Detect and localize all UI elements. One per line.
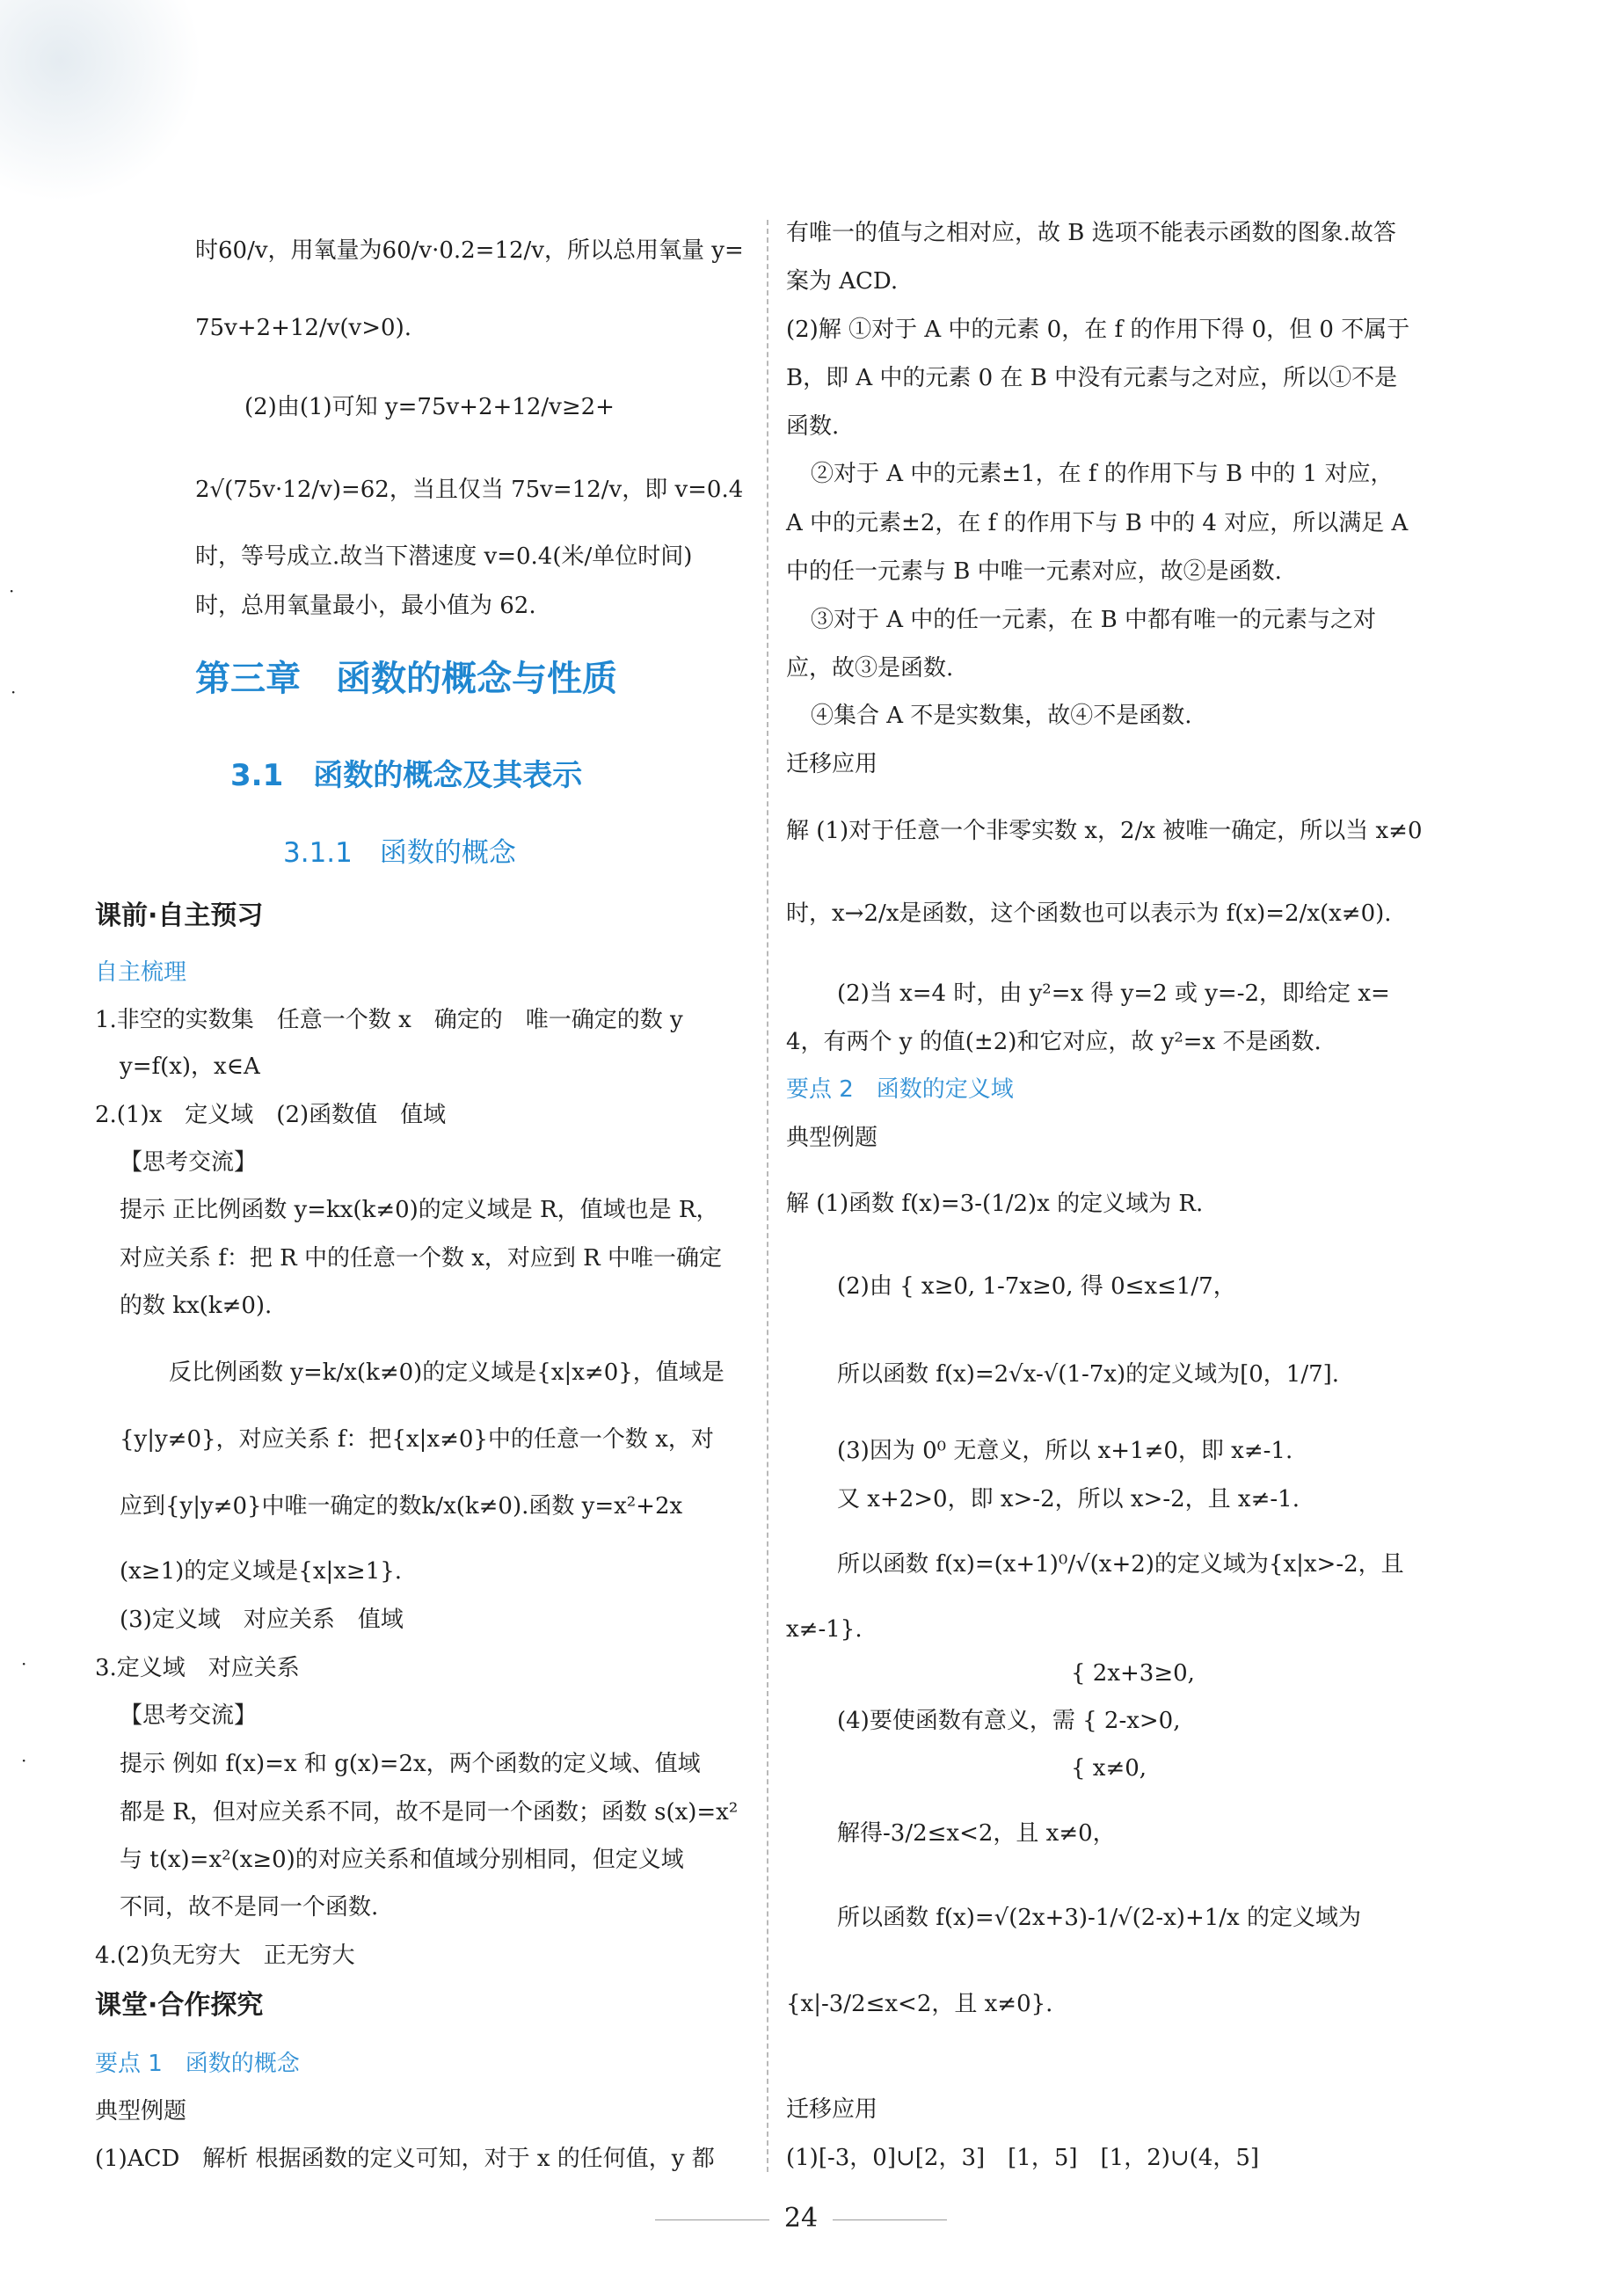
scan-shadow — [0, 0, 202, 202]
left-line: 3.1 函数的概念及其表示 — [230, 758, 583, 793]
left-line: 典型例题 — [95, 2098, 187, 2125]
right-line: 案为 ACD. — [786, 268, 899, 295]
page-number-rule-right — [833, 2219, 947, 2220]
right-line: A 中的元素±2，在 f 的作用下与 B 中的 4 对应，所以满足 A — [786, 510, 1409, 536]
margin-mark: · — [9, 580, 15, 601]
right-line: ④集合 A 不是实数集，故④不是函数. — [811, 703, 1192, 729]
left-line: {y|y≠0}，对应关系 f：把{x|x≠0}中的任意一个数 x，对 — [120, 1426, 714, 1453]
left-line: 第三章 函数的概念与性质 — [195, 659, 617, 699]
left-line: 反比例函数 y=k/x(k≠0)的定义域是{x|x≠0}，值域是 — [169, 1359, 725, 1386]
left-line: 时，总用氧量最小，最小值为 62. — [195, 593, 536, 619]
left-line: 提示 例如 f(x)=x 和 g(x)=2x，两个函数的定义域、值域 — [120, 1751, 701, 1777]
right-line: 解 (1)函数 f(x)=3-(1/2)x 的定义域为 R. — [786, 1191, 1204, 1217]
right-line: 应，故③是函数. — [786, 655, 954, 682]
left-line: 1.非空的实数集 任意一个数 x 确定的 唯一确定的数 y — [95, 1007, 683, 1033]
right-line: (4)要使函数有意义，需 { 2-x>0, — [837, 1708, 1181, 1734]
left-line: 要点 1 函数的概念 — [95, 2051, 300, 2077]
left-line: 2.(1)x 定义域 (2)函数值 值域 — [95, 1102, 447, 1128]
right-line: 时，x→2/x是函数，这个函数也可以表示为 f(x)=2/x(x≠0). — [786, 900, 1392, 927]
left-line: y=f(x)，x∈A — [120, 1053, 260, 1080]
right-line: (2)解 ①对于 A 中的元素 0，在 f 的作用下得 0，但 0 不属于 — [786, 317, 1410, 343]
right-line: 典型例题 — [786, 1125, 878, 1151]
right-line: 有唯一的值与之相对应，故 B 选项不能表示函数的图象.故答 — [786, 220, 1396, 246]
right-line: 中的任一元素与 B 中唯一元素对应，故②是函数. — [786, 558, 1282, 585]
left-line: 时，等号成立.故当下潜速度 v=0.4(米/单位时间) — [195, 543, 693, 570]
left-line: 课堂·合作探究 — [95, 1990, 264, 2021]
right-line: 所以函数 f(x)=(x+1)⁰/√(x+2)的定义域为{x|x>-2，且 — [837, 1551, 1404, 1578]
right-line: { x≠0, — [1071, 1755, 1147, 1782]
left-line: 75v+2+12/v(v>0). — [195, 315, 411, 341]
right-line: 解 (1)对于任意一个非零实数 x，2/x 被唯一确定，所以当 x≠0 — [786, 818, 1423, 844]
left-line: 对应关系 f：把 R 中的任意一个数 x，对应到 R 中唯一确定 — [120, 1245, 723, 1272]
right-line: 所以函数 f(x)=√(2x+3)-1/√(2-x)+1/x 的定义域为 — [837, 1905, 1361, 1931]
left-line: 【思考交流】 — [120, 1149, 258, 1176]
right-line: 所以函数 f(x)=2√x-√(1-7x)的定义域为[0，1/7]. — [837, 1361, 1340, 1388]
column-divider — [767, 220, 768, 2172]
right-line: 函数. — [786, 413, 840, 440]
right-line: ③对于 A 中的任一元素，在 B 中都有唯一的元素与之对 — [811, 607, 1376, 633]
left-line: 4.(2)负无穷大 正无穷大 — [95, 1942, 355, 1969]
right-line: B，即 A 中的元素 0 在 B 中没有元素与之对应，所以①不是 — [786, 365, 1398, 391]
right-line: (3)因为 0⁰ 无意义，所以 x+1≠0，即 x≠-1. — [837, 1438, 1293, 1464]
left-line: 【思考交流】 — [120, 1702, 258, 1729]
left-line: 课前·自主预习 — [95, 900, 264, 931]
right-line: (2)由 { x≥0, 1-7x≥0, 得 0≤x≤1/7， — [837, 1273, 1236, 1300]
right-line: (1)[-3，0]∪[2，3] [1，5] [1，2)∪(4，5] — [786, 2145, 1260, 2171]
left-line: 不同，故不是同一个函数. — [120, 1894, 379, 1921]
right-line: 要点 2 函数的定义域 — [786, 1076, 1014, 1103]
right-line: {x|-3/2≤x<2，且 x≠0}. — [786, 1991, 1053, 2017]
left-line: (3)定义域 对应关系 值域 — [120, 1607, 404, 1633]
left-line: 自主梳理 — [95, 959, 187, 986]
left-line: 2√(75v·12/v)=62，当且仅当 75v=12/v，即 v=0.4 — [195, 477, 744, 503]
left-line: 时60/v，用氧量为60/v·0.2=12/v，所以总用氧量 y= — [195, 237, 744, 264]
right-line: (2)当 x=4 时，由 y²=x 得 y=2 或 y=-2，即给定 x= — [837, 980, 1390, 1007]
left-line: 应到{y|y≠0}中唯一确定的数k/x(k≠0).函数 y=x²+2x — [120, 1493, 683, 1520]
left-line: 都是 R，但对应关系不同，故不是同一个函数；函数 s(x)=x² — [120, 1799, 739, 1826]
left-line: (1)ACD 解析 根据函数的定义可知，对于 x 的任何值，y 都 — [95, 2146, 715, 2172]
left-line: 与 t(x)=x²(x≥0)的对应关系和值域分别相同，但定义域 — [120, 1847, 684, 1873]
left-line: 3.1.1 函数的概念 — [283, 837, 516, 869]
page-number: 24 — [783, 2203, 819, 2234]
right-line: 迁移应用 — [786, 2096, 878, 2123]
margin-mark: · — [21, 1750, 27, 1771]
left-line: 3.定义域 对应关系 — [95, 1655, 300, 1681]
left-line: (2)由(1)可知 y=75v+2+12/v≥2+ — [244, 394, 615, 420]
left-line: (x≥1)的定义域是{x|x≥1}. — [120, 1558, 403, 1585]
right-line: ②对于 A 中的元素±1，在 f 的作用下与 B 中的 1 对应， — [811, 461, 1394, 487]
right-line: 迁移应用 — [786, 751, 878, 777]
margin-mark: · — [11, 682, 17, 703]
right-line: x≠-1}. — [786, 1616, 863, 1643]
left-line: 提示 正比例函数 y=kx(k≠0)的定义域是 R，值域也是 R， — [120, 1197, 719, 1223]
margin-mark: · — [21, 1653, 27, 1674]
right-line: 解得-3/2≤x<2，且 x≠0， — [837, 1820, 1116, 1847]
right-line: { 2x+3≥0, — [1071, 1660, 1195, 1687]
right-line: 4，有两个 y 的值(±2)和它对应，故 y²=x 不是函数. — [786, 1029, 1322, 1055]
left-line: 的数 kx(k≠0). — [120, 1293, 273, 1319]
right-line: 又 x+2>0，即 x>-2，所以 x>-2，且 x≠-1. — [837, 1486, 1300, 1512]
